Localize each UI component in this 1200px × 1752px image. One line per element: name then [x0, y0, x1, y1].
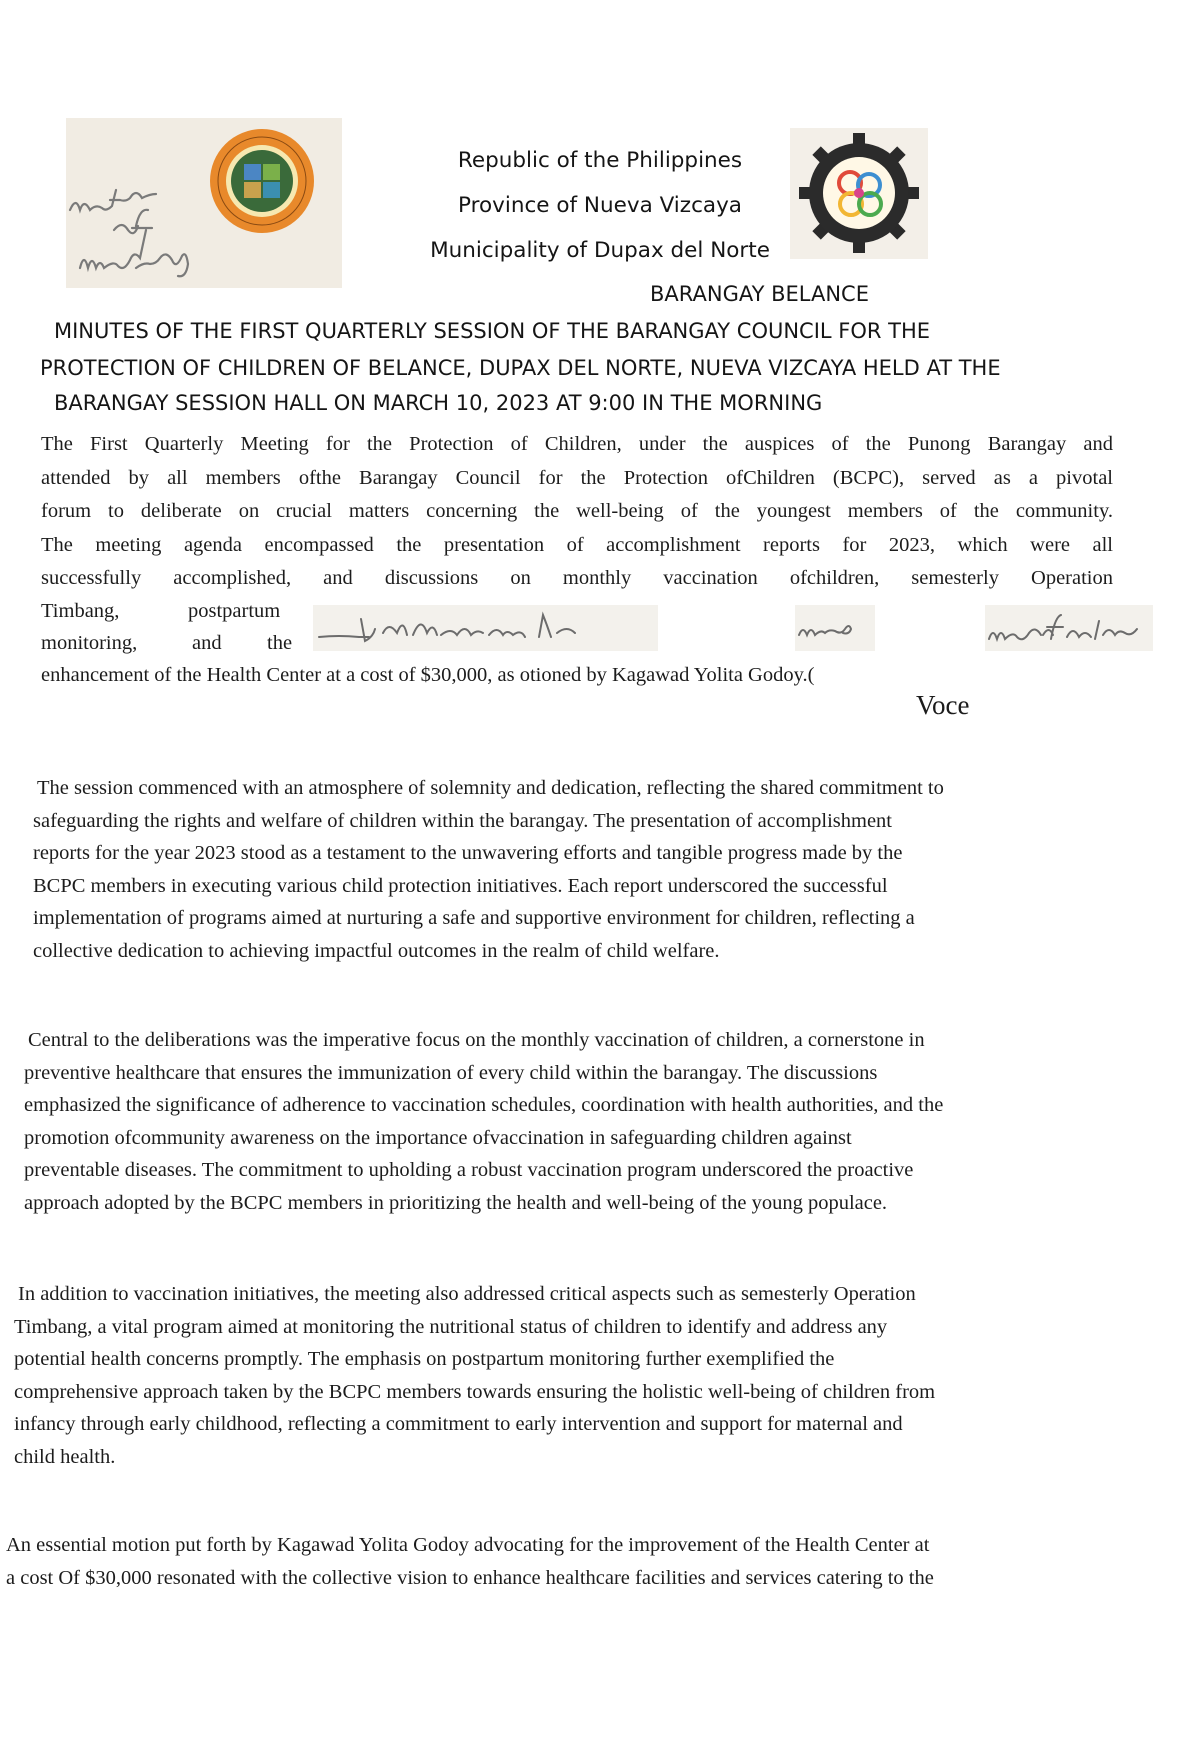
paragraph-line: Timbang, a vital program aimed at monitoring the nutritional status of children to identify and address any: [14, 1315, 888, 1338]
paragraph-line: An essential motion put forth by Kagawad Yolita Godoy advocating for the improvement of the Health Center at: [6, 1534, 930, 1556]
paragraph-line: collective dedication to achieving impactful outcomes in the realm of child welfare.: [33, 939, 720, 962]
municipality-heading: Municipality of Dupax del Norte: [430, 238, 770, 263]
intro-word-postpartum: postpartum: [188, 600, 281, 622]
intro-line: The meeting agenda encompassed the presentation of accomplishment reports for 2023, which were all: [41, 533, 1113, 556]
republic-heading: Republic of the Philippines: [457, 148, 743, 173]
paragraph-line: emphasized the significance of adherence to vaccination schedules, coordination with health authorities, and the: [24, 1094, 944, 1116]
intro-paragraph: [41, 428, 1113, 596]
paragraph-line: child health.: [14, 1445, 116, 1468]
paragraph-line: preventive healthcare that ensures the immunization of every child within the barangay. The discussions: [24, 1061, 878, 1084]
intro-word-monitoring: monitoring,: [41, 632, 138, 654]
paragraph-4: [6, 1529, 1156, 1594]
intro-line-8: enhancement of the Health Center at a cost of $30,000, as otioned by Kagawad Yolita Godoy.(: [41, 664, 815, 686]
intro-word-and: and: [192, 632, 222, 654]
barangay-heading: BARANGAY BELANCE: [650, 282, 869, 306]
paragraph-line: preventable diseases. The commitment to upholding a robust vaccination program underscored the proactive: [24, 1159, 914, 1181]
paragraph-line: potential health concerns promptly. The emphasis on postpartum monitoring further exemplified the: [14, 1348, 835, 1370]
paragraph-2: [24, 1024, 1154, 1219]
handwritten-scribble-icon: [985, 605, 1153, 651]
handwritten-strip-1: [313, 605, 658, 651]
paragraph-line: BCPC members in executing various child protection initiatives. Each report underscored the successful: [33, 874, 888, 897]
paragraph-line: The session commenced with an atmosphere of solemnity and dedication, reflecting the shared commitment to: [37, 777, 944, 799]
paragraph-line: In addition to vaccination initiatives, the meeting also addressed critical aspects such as semesterly Operation: [18, 1283, 916, 1305]
intro-line: The First Quarterly Meeting for the Protection of Children, under the auspices of the Punong Barangay and: [41, 433, 1113, 455]
voce-signature-text: Voce: [916, 690, 970, 720]
handwritten-scribble-icon: [313, 605, 658, 651]
paragraph-line: reports for the year 2023 stood as a testament to the unwavering efforts and tangible progress made by the: [33, 842, 903, 864]
municipal-seal-icon: [66, 118, 342, 288]
barangay-seal-icon: [790, 128, 928, 259]
paragraph-line: comprehensive approach taken by the BCPC members towards ensuring the holistic well-being of children from: [14, 1380, 936, 1403]
minutes-title-line-1: MINUTES OF THE FIRST QUARTERLY SESSION OF THE BARANGAY COUNCIL FOR THE: [54, 319, 931, 343]
paragraph-line: implementation of programs aimed at nurturing a safe and supportive environment for children, reflecting a: [33, 907, 915, 929]
minutes-title-line-3: BARANGAY SESSION HALL ON MARCH 10, 2023 AT 9:00 IN THE MORNING: [54, 391, 823, 415]
minutes-title-line-2: PROTECTION OF CHILDREN OF BELANCE, DUPAX DEL NORTE, NUEVA VIZCAYA HELD AT THE: [40, 356, 1001, 380]
paragraph-3: [14, 1278, 1154, 1473]
handwritten-scribble-icon: [795, 605, 875, 651]
paragraph-1: [33, 772, 1153, 967]
paragraph-line: approach adopted by the BCPC members in prioritizing the health and well-being of the young populace.: [24, 1191, 888, 1214]
intro-word-the: the: [267, 632, 293, 654]
paragraph-line: safeguarding the rights and welfare of children within the barangay. The presentation of accomplishment: [33, 809, 892, 832]
paragraph-line: a cost Of $30,000 resonated with the collective vision to enhance healthcare facilities and services catering to the: [6, 1566, 934, 1589]
province-heading: Province of Nueva Vizcaya: [458, 193, 742, 218]
municipal-seal-notice-image: [66, 118, 342, 288]
intro-word-timbang: Timbang,: [41, 600, 120, 622]
barangay-seal-image: [790, 128, 928, 259]
handwritten-strip-2: [795, 605, 875, 651]
intro-line: attended by all members ofthe Barangay Council for the Protection ofChildren (BCPC), served as a pivotal: [41, 466, 1113, 489]
intro-line: forum to deliberate on crucial matters concerning the well-being of the youngest members of the community.: [41, 500, 1113, 522]
intro-line: successfully accomplished, and discussions on monthly vaccination ofchildren, semesterly Operation: [41, 567, 1113, 589]
paragraph-line: infancy through early childhood, reflecting a commitment to early intervention and support for maternal and: [14, 1413, 903, 1435]
handwritten-strip-3: [985, 605, 1153, 651]
paragraph-line: Central to the deliberations was the imperative focus on the monthly vaccination of children, a cornerstone in: [28, 1029, 925, 1051]
paragraph-line: promotion ofcommunity awareness on the importance ofvaccination in safeguarding children against: [24, 1126, 852, 1149]
